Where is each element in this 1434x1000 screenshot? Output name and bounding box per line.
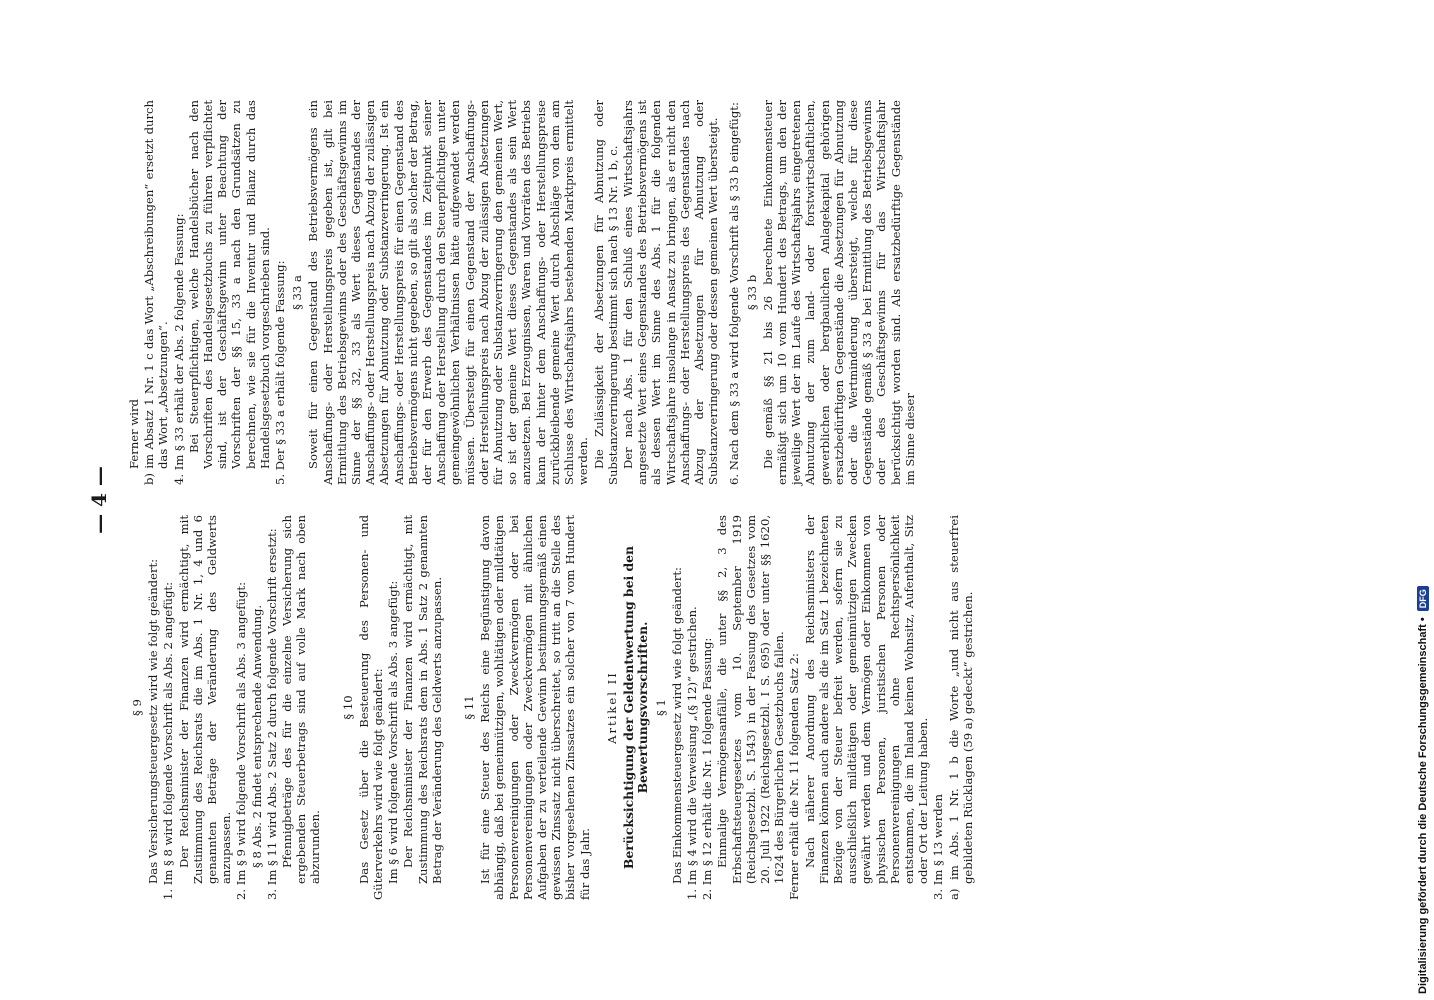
paragraph: Der Reichsminister der Finanzen wird ermächtigt, mit Zustimmung des Reichsrats die im Abs. 1 Nr. 1, 4 und 6 genannten Beträge der Veränderung des Geldwerts anzupassen. [176,515,234,884]
list-item: a) im Abs. 1 Nr. 1 b die Worte „und nicht aus steuerfrei gebildeten Rücklagen (59 a) gedeckt“ gestrichen. [946,515,975,900]
page-number: — 4 — [87,466,111,534]
paragraph: Im § 6 wird folgende Vorschrift als Abs. 3 angefügt: [386,580,401,884]
section-heading: § 33 a [290,275,305,310]
paragraph: Die gemäß §§ 21 bis 26 berechnete Einkommensteuer ermäßigt sich um 10 vom Hundert des Betrags, um den der jeweilige Wert der im Laufe des Wirtschaftsjahrs eingetretenen Abnutzung der zum land- oder forstwirtschaftlichen, gewerblichen oder bergbaulichen Anlagekapital gehörigen ersatzbedürftigen Gegenstände die Absetzungen für Abnutzung oder die Wertminderung übersteigt, welche für diese Gegenstände gemäß § 33 a bei Ermittlung des Betriebsgewinns oder des Geschäftsgewinns für das Wirtschaftsjahr berücksichtigt worden sind. Als ersatzbedürftige Gegenstände im Sinne dieser [760,100,917,485]
paragraph: Der Reichsminister der Finanzen wird ermächtigt, mit Zustimmung des Reichsrats dem in Abs. 1 Satz 2 genannten Betrag der Veränderung des Geldwerts anzupassen. [401,515,444,884]
paragraph: Der nach Abs. 1 für den Schluß eines Wirtschaftsjahrs angesetzte Wert eines Gegenstandes des Betriebsvermögens ist als dessen Wert im Sinne des Abs. 1 für die folgenden Wirtschaftsjahre insolange in Ansatz zu bringen, als er nicht den Anschaffungs- oder Herstellungspreis des Gegenstandes nach Abzug der Absetzungen für Abnutzung oder Substanzverringerung oder dessen gemeinen Wert übersteigt. [620,100,721,485]
list-item: 6. Nach dem § 33 a wird folgende Vorschrift als § 33 b eingefügt: [727,102,742,485]
list-item: 1. Im § 4 wird die Verweisung „(§ 12)“ gestrichen. [684,606,699,900]
paragraph: § 8 Abs. 2 findet entsprechende Anwendung. [249,604,264,868]
section-heading: § 1 [653,699,668,716]
section-heading: § 10 [340,695,355,720]
paragraph: Soweit für einen Gegenstand des Betriebsvermögens ein Anschaffungs- oder Herstellungspreis gegeben ist, gilt bei Ermittlung des Betriebsgewinns oder des Geschäftsgewinns im Sinne der §§ 32, 33 als Wert dieses Gegenstandes der Anschaffungs- oder Herstellungspreis nach Abzug der zulässigen Absetzungen für Abnutzung oder Substanzverringerung. Ist ein Anschaffungs- oder Herstellungspreis für einen Gegenstand des Betriebsvermögens nicht gegeben, so gilt als solcher der Betrag, der für den Erwerb des Gegenstandes im Zeitpunkt seiner Anschaffung oder Herstellung durch den Steuerpflichtigen unter gemeingewöhnlichen Verhältnissen hätte aufgewendet werden müssen. Übersteigt für einen Gegenstand der Anschaffungs- oder Herstellungspreis nach Abzug der zulässigen Absetzungen für Abnutzung oder Substanzverringerung den gemeinen Wert, so ist der gemeine Wert dieses Gegenstandes als sein Wert anzusetzen. Bei Erzeugnissen, Waren und Vorräten des Betriebs kann der hinter dem Anschaffungs- oder Herstellungspreise zurückbleibende gemeine Wert durch Abschläge von dem am Schlusse des Wirtschaftsjahrs bestehenden Marktpreis ermittelt werden. [306,100,591,485]
paragraph: Ferner erhält die Nr. 11 folgenden Satz 2: [787,653,802,900]
list-item: 5. Der § 33 a erhält folgende Fassung: [273,260,288,485]
left-column [127,515,976,900]
paragraph: Das Gesetz über die Besteuerung des Personen- und Güterverkehrs wird wie folgt geändert: [356,515,386,900]
section-heading: § 11 [462,695,477,720]
list-item: 2. Im § 12 erhält die Nr. 1 folgende Fassung: [700,637,715,900]
list-item: 3. Im § 11 wird Abs. 2 Satz 2 durch folgende Vorschrift ersetzt: [264,528,279,900]
list-item: b) im Absatz 1 Nr. 1 c das Wort „Abschreibungen“ ersetzt durch das Wort „Absetzungen“. [142,100,171,485]
digitization-credit [1413,4,1433,994]
document-page [87,100,1417,900]
list-item: 2. Im § 9 wird folgende Vorschrift als Abs. 3 angefügt: [234,582,249,900]
credit-text: Digitalisierung gefördert durch die Deutsche Forschungsgemeinschaft • [1417,617,1429,994]
paragraph: Das Einkommensteuergesetz wird wie folgt geändert: [669,567,684,884]
section-heading: § 33 b [744,274,759,311]
paragraph: Einmalige Vermögensanfälle, die unter §§ 2, 3 des Erbschaftsteuergesetzes vom 10. September 1919 (Reichsgesetzbl. S. 1543) in der Fassung des Gesetzes vom 20. Juli 1922 (Reichsgesetzbl. I S. 695) oder unter §§ 1620, 1624 des Bürgerlichen Gesetzbuchs fallen. [715,515,787,884]
right-column [127,100,918,485]
paragraph: Das Versicherungsteuergesetz wird wie folgt geändert: [146,558,161,884]
paragraph: Pfennigbeträge des für die einzelne Versicherung sich ergebenden Steuerbetrags sind auf volle Mark nach oben abzurunden. [280,515,323,884]
paragraph: Ferner wird [127,399,141,469]
paragraph: Bei Steuerpflichtigen, welche Handelsbücher nach den Vorschriften des Handelsgesetzbuchs zu führen verpflichtet sind, ist der Geschäftsgewinn unter Beachtung der Vorschriften der §§ 15, 33 a nach den Grundsätzen zu berechnen, wie sie für die Inventur und Bilanz durch das Handelsgesetzbuch vorgeschrieben sind. [186,100,272,469]
paragraph: Die Zulässigkeit der Absetzungen für Abnutzung oder Substanzverringerung bestimmt sich nach § 13 Nr. 1 b, c. [591,100,620,485]
dfg-logo: DFG [1417,586,1429,611]
article-heading: Artikel II [604,671,619,744]
list-item: 3. Im § 13 werden [931,793,946,900]
article-title: Berücksichtigung der Geldentwertung bei den Bewertungsvorschriften. [621,545,651,870]
paragraph: Ist für eine Steuer des Reichs eine Begünstigung davon abhängig, daß bei gemeinnützigen, wohltätigen oder mildtätigen Personenvereinigungen oder Zweckvermögen oder bei Personenvereinigungen oder Zweckvermögen mit ähnlichen Aufgaben der zu verteilende Gewinn bestimmungsgemäß einen gewissen Zinssatz nicht überschreitet, so tritt an die Stelle des bisher vorgesehenen Zinssatzes ein solcher von 7 vom Hundert für das Jahr. [478,515,592,900]
section-heading: § 9 [130,699,144,716]
list-item: 1. Im § 8 wird folgende Vorschrift als Abs. 2 angefügt: [161,582,176,900]
list-item: 4. Im § 33 erhält der Abs. 2 folgende Fassung: [171,213,186,485]
paragraph: Nach näherer Anordnung des Reichsministers der Finanzen können auch andere als die im Satz 1 bezeichneten Bezüge von der Steuer befreit werden, sofern sie zu ausschließlich mildtätigen oder gemeinnützigen Zwecken gewährt werden und dem Vermögen oder Einkommen von physischen Personen, juristischen Personen oder Personenvereinigungen ohne Rechtspersönlichkeit entstammen, die im Inland keinen Wohnsitz, Aufenthalt, Sitz oder Ort der Leitung haben. [802,515,931,884]
